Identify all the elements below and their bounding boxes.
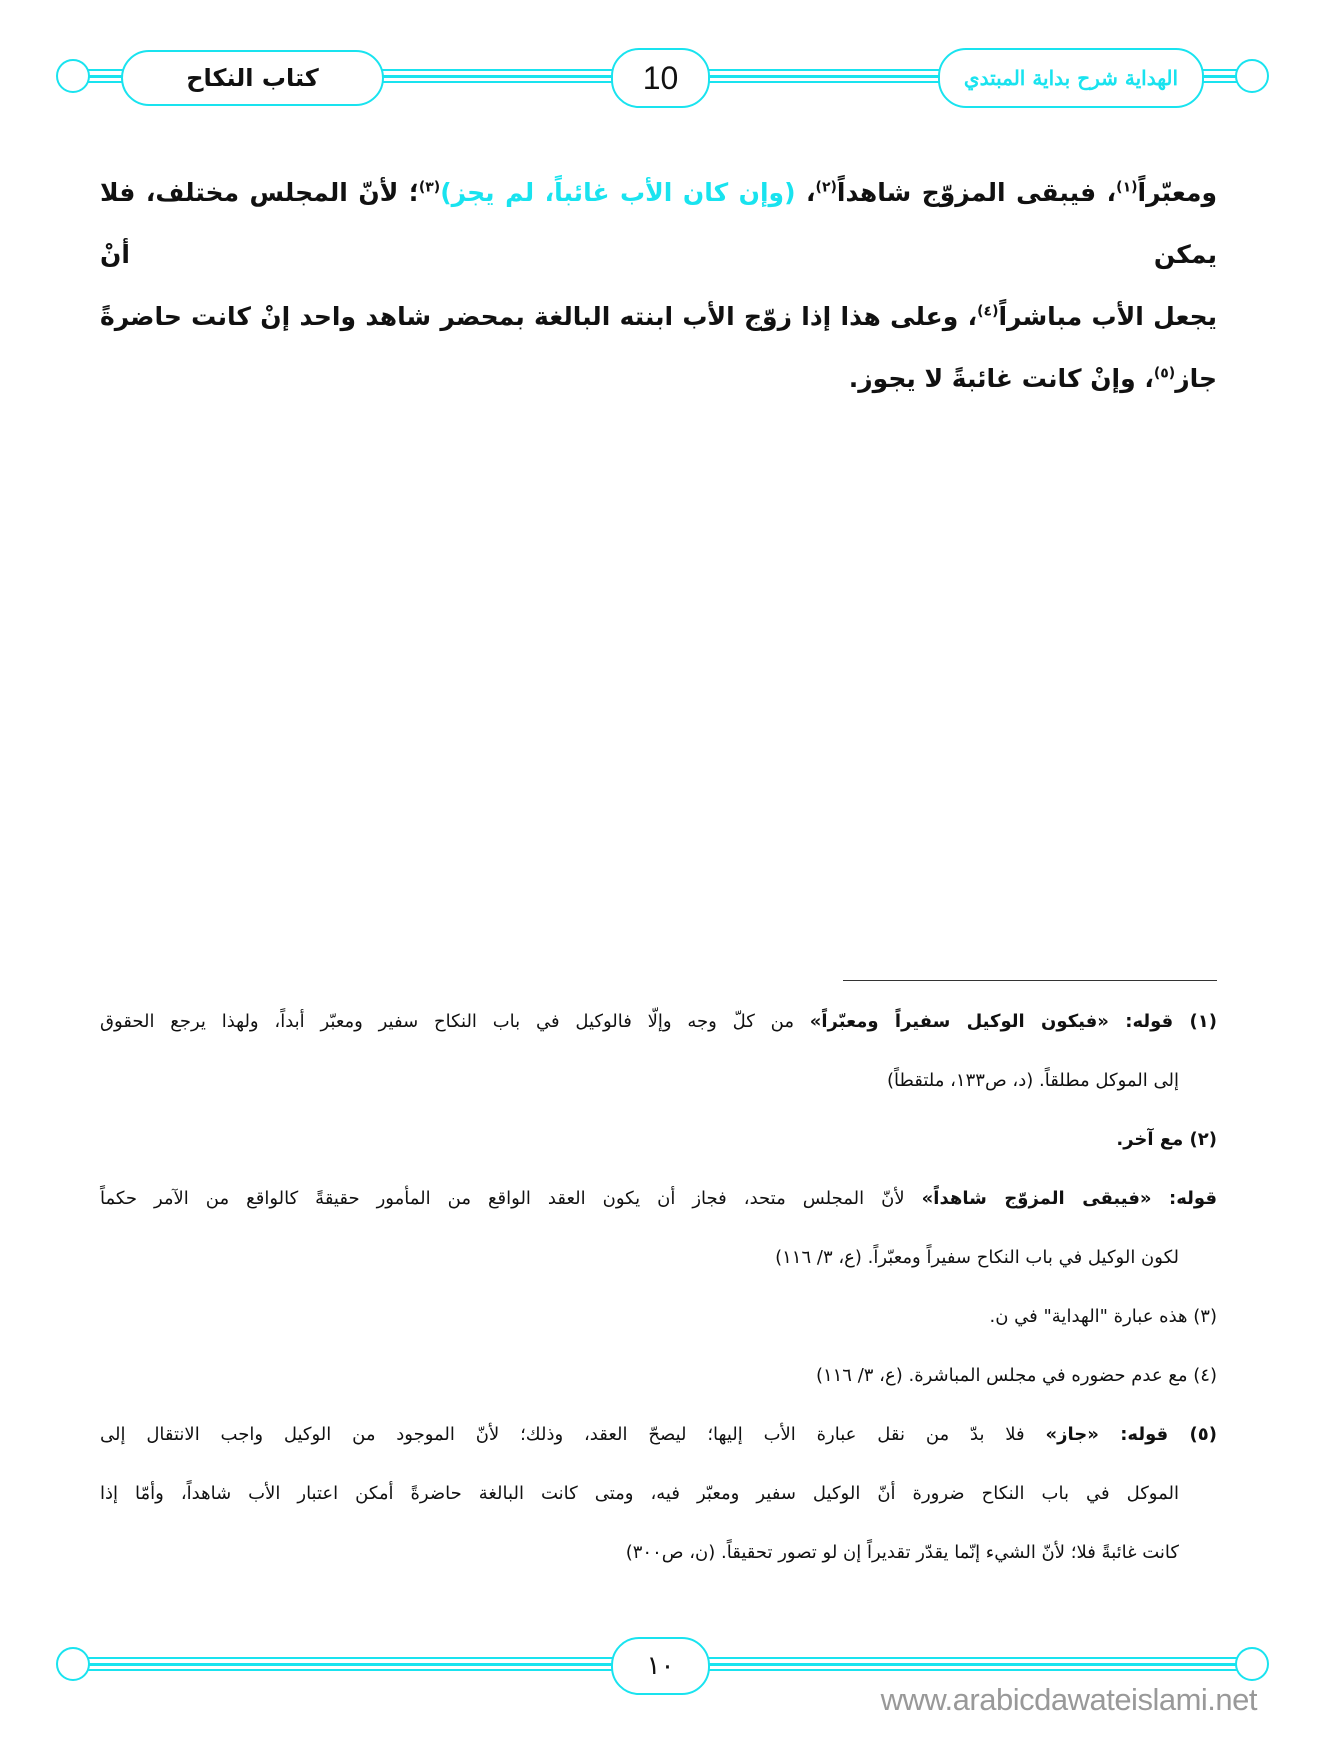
footnote-5-cont [100,1523,1217,1582]
footnote-ref[interactable]: (٣) [418,179,441,196]
text: ، [795,178,816,207]
footnote-divider [843,980,1217,981]
footnote-text: لأنّ المجلس متحد، فجاز أن يكون العقد الواقع من المأمور حقيقةً كالواقع من الآمر حكماً [100,1188,922,1209]
text: ومعبّراً [1137,178,1217,207]
text: ، فيبقى المزوّج شاهداً [836,178,1117,207]
footnote-1 [100,992,1217,1051]
footnote-text: من كلّ وجه وإلّا فالوكيل في باب النكاح سفير ومعبّر أبداً، ولهذا يرجع الحقوق [100,1011,810,1032]
footnote-1-cont [100,1051,1217,1110]
footnote-text: فلا بدّ من نقل عبارة الأب إليها؛ ليصحّ العقد، وذلك؛ لأنّ الموجود من الوكيل واجب الانتقال إلى [100,1424,1046,1445]
text-line [100,348,1217,410]
footnote-text: (٤) مع عدم حضوره في مجلس المباشرة. (ع، ٣/ ١١٦) [815,1365,1217,1386]
text-line [100,286,1217,348]
footnote-5 [100,1405,1217,1464]
text-line [100,162,1217,286]
footnote-4 [100,1346,1217,1405]
footnote-text: الموكل في باب النكاح ضرورة أنّ الوكيل سفير ومعبّر فيه، ومتى كانت البالغة حاضرةً أمكن اعتبار الأب شاهداً، وأمّا إذا [100,1483,1179,1504]
text: ، وإنْ كانت غائبةً لا يجوز. [848,364,1154,393]
text: يجعل الأب مباشراً [998,302,1217,331]
footnote-5-cont [100,1464,1217,1523]
ornament-right-icon [1235,1647,1269,1681]
text: جاز [1175,364,1217,393]
ornament-left-icon [56,1647,90,1681]
footnote-ref[interactable]: (١) [1116,179,1138,196]
footnote-ref[interactable]: (٥) [1153,365,1176,382]
book-logo: الهداية شرح بداية المبتدي [963,66,1179,90]
footnote-text: (٣) هذه عبارة "الهداية" في ن. [989,1306,1217,1327]
footnote-2 [100,1110,1217,1169]
footer-page-number: ١٠ [646,1651,675,1681]
matn-text: (وإن كان الأب غائباً، لم يجز) [440,178,796,207]
footnote-label: قوله: «فيبقى المزوّج شاهداً» [921,1188,1217,1209]
footnotes [100,992,1217,1582]
footnote-ref[interactable]: (٢) [815,179,837,196]
chapter-title-box [121,50,384,106]
footnote-2-comment [100,1169,1217,1228]
book-logo-box [938,48,1204,108]
footnote-label: (٥) قوله: «جاز» [1045,1424,1217,1445]
footnote-label: (١) قوله: «فيكون الوكيل سفيراً ومعبّراً» [809,1011,1217,1032]
text: ، وعلى هذا إذا زوّج الأب ابنته البالغة بمحضر شاهد واحد إنْ كانت حاضرةً [100,302,978,331]
footer-page-number-box [611,1637,710,1695]
main-text [100,162,1217,410]
page-number: 10 [642,59,679,96]
footnote-ref[interactable]: (٤) [977,303,999,320]
footnote-text: لكون الوكيل في باب النكاح سفيراً ومعبّراً. (ع، ٣/ ١١٦) [775,1247,1179,1268]
text: ؛ لأنّ المجلس مختلف، فلا يمكن أنْ [100,178,1217,269]
page-number-box [611,48,710,108]
ornament-left-icon [56,59,90,93]
ornament-right-icon [1235,59,1269,93]
footnote-2-cont [100,1228,1217,1287]
website-url[interactable]: www.arabicdawateislami.net [880,1682,1257,1717]
footnote-3 [100,1287,1217,1346]
footnote-text: إلى الموكل مطلقاً. (د، ص١٣٣، ملتقطاً) [886,1070,1179,1091]
chapter-title: كتاب النكاح [186,64,319,92]
footnote-text: كانت غائبةً فلا؛ لأنّ الشيء إنّما يقدّر تقديراً إن لو تصور تحقيقاً. (ن، ص٣٠٠) [625,1542,1179,1563]
footnote-text: (٢) مع آخر. [1116,1129,1217,1150]
